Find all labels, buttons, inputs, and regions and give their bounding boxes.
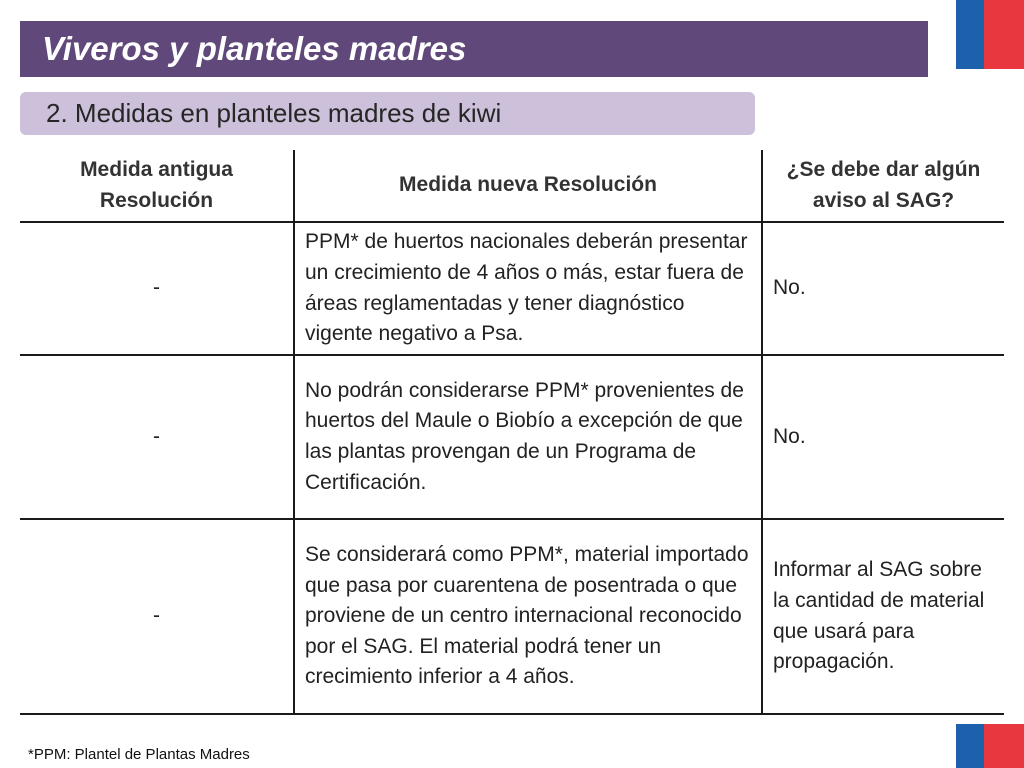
flag-decoration-top <box>956 0 1024 69</box>
flag-decoration-bottom <box>956 724 1024 768</box>
column-header-new-measure: Medida nueva Resolución <box>294 150 762 222</box>
title-bar <box>20 21 928 77</box>
column-header-sag-notice: ¿Se debe dar algún aviso al SAG? <box>762 150 1004 222</box>
flag-blue-stripe <box>956 0 984 69</box>
table-row <box>20 355 1004 519</box>
measures-table <box>20 150 1004 715</box>
flag-red-stripe <box>984 0 1024 69</box>
footnote: *PPM: Plantel de Plantas Madres <box>28 746 250 763</box>
section-subtitle: 2. Medidas en planteles madres de kiwi <box>46 98 502 128</box>
new-measure-cell: PPM* de huertos nacionales deberán presentar un crecimiento de 4 años o más, estar fuera de áreas reglamentadas y tener diagnóstico vigente negativo a Psa. <box>294 222 762 355</box>
flag-blue-stripe <box>956 724 984 768</box>
sag-notice-cell: No. <box>762 355 1004 519</box>
table-header-row <box>20 150 1004 222</box>
table-row <box>20 222 1004 355</box>
subtitle-bar <box>20 92 755 135</box>
old-measure-cell: - <box>20 519 294 714</box>
column-header-old-measure: Medida antigua Resolución <box>20 150 294 222</box>
sag-notice-cell: No. <box>762 222 1004 355</box>
sag-notice-cell: Informar al SAG sobre la cantidad de material que usará para propagación. <box>762 519 1004 714</box>
old-measure-cell: - <box>20 222 294 355</box>
old-measure-cell: - <box>20 355 294 519</box>
flag-red-stripe <box>984 724 1024 768</box>
table-row <box>20 519 1004 714</box>
new-measure-cell: No podrán considerarse PPM* provenientes de huertos del Maule o Biobío a excepción de que las plantas provengan de un Programa de Certificación. <box>294 355 762 519</box>
page-title: Viveros y planteles madres <box>42 30 467 67</box>
new-measure-cell: Se considerará como PPM*, material importado que pasa por cuarentena de posentrada o que proviene de un centro internacional reconocido por el SAG. El material podrá tener un crecimiento inferior a 4 años. <box>294 519 762 714</box>
